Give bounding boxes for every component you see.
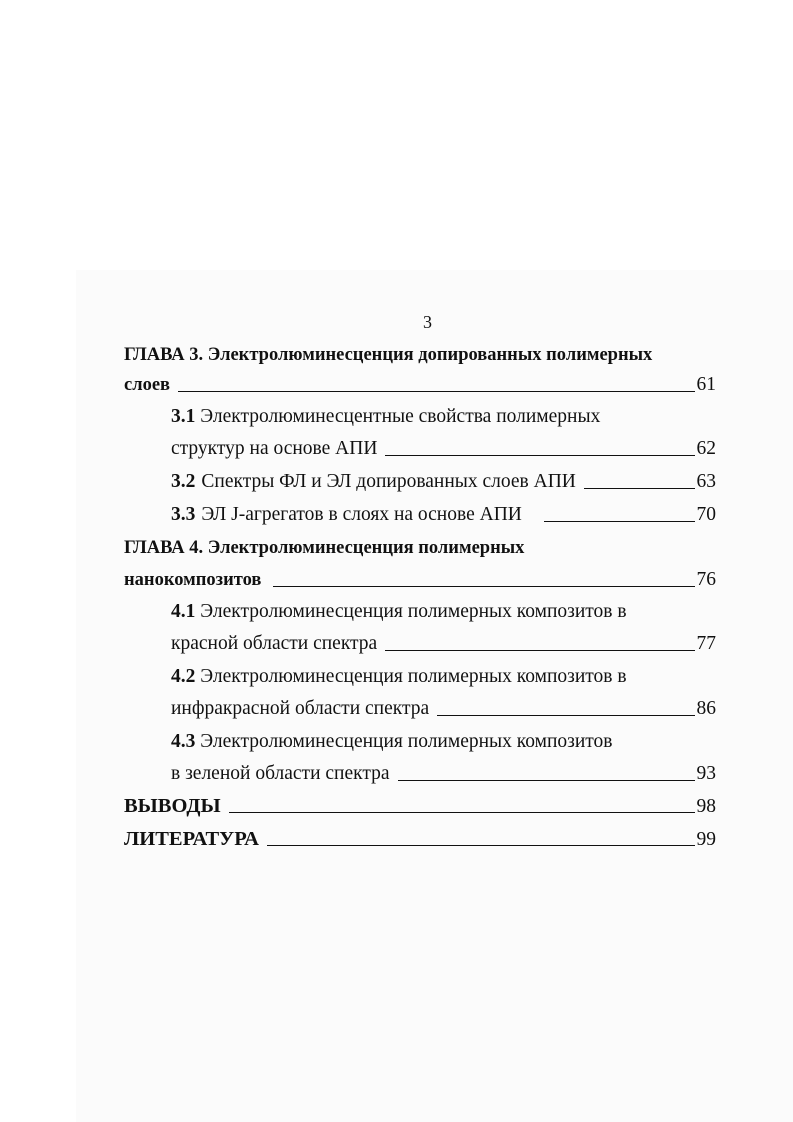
toc-leader-line	[178, 391, 694, 392]
toc-conclusions-title: ВЫВОДЫ	[124, 795, 221, 817]
toc-chapter-3-title-line2: слоев	[124, 375, 171, 395]
toc-section-title: Электролюминесценция полимерных композитов в	[200, 601, 627, 622]
toc-page-number: 62	[696, 438, 716, 459]
toc-entry-chapter-4[interactable]	[124, 565, 716, 595]
toc-section-title: Электролюминесценция полимерных композитов в	[200, 666, 627, 687]
toc-leader-line	[584, 488, 695, 489]
toc-section-4-3-title-line1	[171, 727, 613, 757]
toc-page-number: 61	[696, 374, 716, 395]
toc-literature-title: ЛИТЕРАТУРА	[124, 828, 259, 850]
toc-page-number: 93	[696, 763, 716, 784]
toc-entry-section-3-2[interactable]	[171, 467, 716, 497]
toc-section-4-2-title-line2: инфракрасной области спектра	[171, 698, 430, 719]
toc-section-3-1-title-line2: структур на основе АПИ	[171, 438, 378, 459]
page-number: 3	[423, 312, 432, 332]
toc-entry-section-3-3[interactable]	[171, 500, 716, 530]
toc-section-4-1-title-line1	[171, 597, 627, 627]
toc-page-number: 63	[696, 471, 716, 492]
toc-page-number: 99	[696, 829, 716, 850]
toc-leader-line	[385, 455, 694, 456]
toc-chapter-4-title-line2: нанокомпозитов	[124, 570, 262, 590]
toc-entry-literature[interactable]	[124, 824, 716, 854]
toc-page-number: 77	[696, 633, 716, 654]
toc-leader-line	[273, 586, 694, 587]
toc-section-4-1-title-line2: красной области спектра	[171, 633, 378, 654]
toc-section-title: Спектры ФЛ и ЭЛ допированных слоев АПИ	[201, 471, 576, 492]
toc-section-title: Электролюминесцентные свойства полимерных	[200, 406, 601, 427]
toc-section-4-2-title-line1	[171, 662, 627, 692]
toc-entry-conclusions[interactable]	[124, 791, 716, 821]
toc-leader-line	[385, 650, 694, 651]
toc-section-number: 3.2	[171, 471, 196, 492]
toc-section-3-1-title-line1	[171, 402, 600, 432]
toc-leader-line	[229, 812, 695, 813]
toc-section-number: 4.3	[171, 731, 196, 752]
toc-leader-line	[398, 780, 695, 781]
toc-page-number: 70	[696, 504, 716, 525]
toc-entry-section-4-1[interactable]	[171, 629, 716, 659]
toc-page-number: 98	[696, 796, 716, 817]
toc-section-number: 3.1	[171, 406, 196, 427]
toc-page-number: 76	[696, 569, 716, 590]
toc-section-title: Электролюминесценция полимерных композитов	[200, 731, 613, 752]
toc-section-title: ЭЛ J-агрегатов в слоях на основе АПИ	[201, 504, 522, 525]
toc-leader-line	[267, 845, 695, 846]
toc-section-number: 4.2	[171, 666, 196, 687]
toc-page-number: 86	[696, 698, 716, 719]
toc-chapter-3-title-line1: ГЛАВА 3. Электролюминесценция допированных полимерных	[124, 345, 653, 365]
toc-leader-line	[544, 521, 695, 522]
toc-section-4-3-title-line2: в зеленой области спектра	[171, 763, 390, 784]
toc-leader-line	[437, 715, 694, 716]
toc-chapter-4-title-line1: ГЛАВА 4. Электролюминесценция полимерных	[124, 538, 525, 558]
toc-entry-chapter-3[interactable]	[124, 370, 716, 400]
toc-entry-section-3-1[interactable]	[171, 434, 716, 464]
toc-section-number: 4.1	[171, 601, 196, 622]
toc-entry-section-4-2[interactable]	[171, 694, 716, 724]
toc-section-number: 3.3	[171, 504, 196, 525]
toc-entry-section-4-3[interactable]	[171, 759, 716, 789]
